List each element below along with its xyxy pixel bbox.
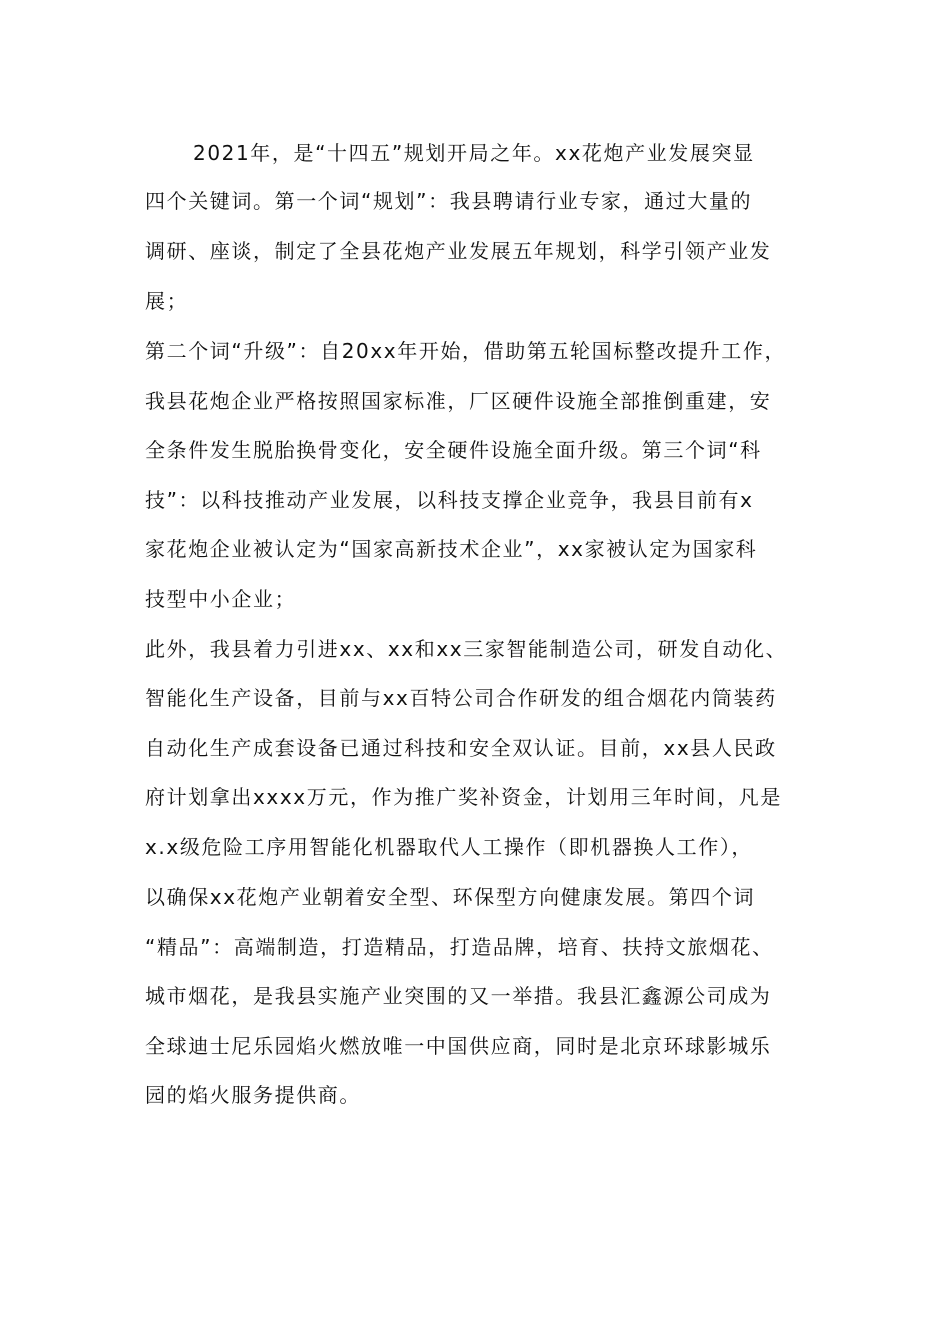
paragraph-line-17: “精品”：高端制造，打造精品，打造品牌，培育、扶持文旅烟花、: [145, 935, 774, 959]
paragraph-line-9: 家花炮企业被认定为“国家高新技术企业”，xx家被认定为国家科: [145, 537, 758, 561]
paragraph-line-1: 2021年，是“十四五”规划开局之年。xx花炮产业发展突显: [193, 141, 755, 165]
paragraph-line-13: 自动化生产成套设备已通过科技和安全双认证。目前，xx县人民政: [145, 736, 777, 760]
paragraph-line-5: 第二个词“升级”：自20xx年开始，借助第五轮国标整改提升工作，: [145, 339, 787, 363]
paragraph-line-15: x.x级危险工序用智能化机器取代人工操作（即机器换人工作），: [145, 835, 754, 859]
paragraph-line-3: 调研、座谈，制定了全县花炮产业发展五年规划，科学引领产业发: [145, 239, 772, 263]
paragraph-line-11: 此外，我县着力引进xx、xx和xx三家智能制造公司，研发自动化、: [145, 637, 788, 661]
paragraph-line-16: 以确保xx花炮产业朝着安全型、环保型方向健康发展。第四个词: [145, 885, 756, 909]
paragraph-line-20: 园的焰火服务提供商。: [145, 1083, 361, 1107]
paragraph-line-7: 全条件发生脱胎换骨变化，安全硬件设施全面升级。第三个词“科: [145, 438, 762, 462]
paragraph-line-18: 城市烟花，是我县实施产业突围的又一举措。我县汇鑫源公司成为: [145, 984, 772, 1008]
paragraph-line-19: 全球迪士尼乐园焰火燃放唯一中国供应商，同时是北京环球影城乐: [145, 1034, 772, 1058]
paragraph-line-8: 技”：以科技推动产业发展，以科技支撑企业竞争，我县目前有x: [145, 488, 754, 512]
paragraph-line-4: 展；: [145, 289, 189, 313]
paragraph-line-14: 府计划拿出xxxx万元，作为推广奖补资金，计划用三年时间，凡是: [145, 785, 782, 809]
paragraph-line-10: 技型中小企业；: [145, 587, 297, 611]
paragraph-line-2: 四个关键词。第一个词“规划”：我县聘请行业专家，通过大量的: [145, 189, 753, 213]
paragraph-line-6: 我县花炮企业严格按照国家标准，厂区硬件设施全部推倒重建，安: [145, 389, 772, 413]
paragraph-line-12: 智能化生产设备，目前与xx百特公司合作研发的组合烟花内筒装药: [145, 686, 777, 710]
